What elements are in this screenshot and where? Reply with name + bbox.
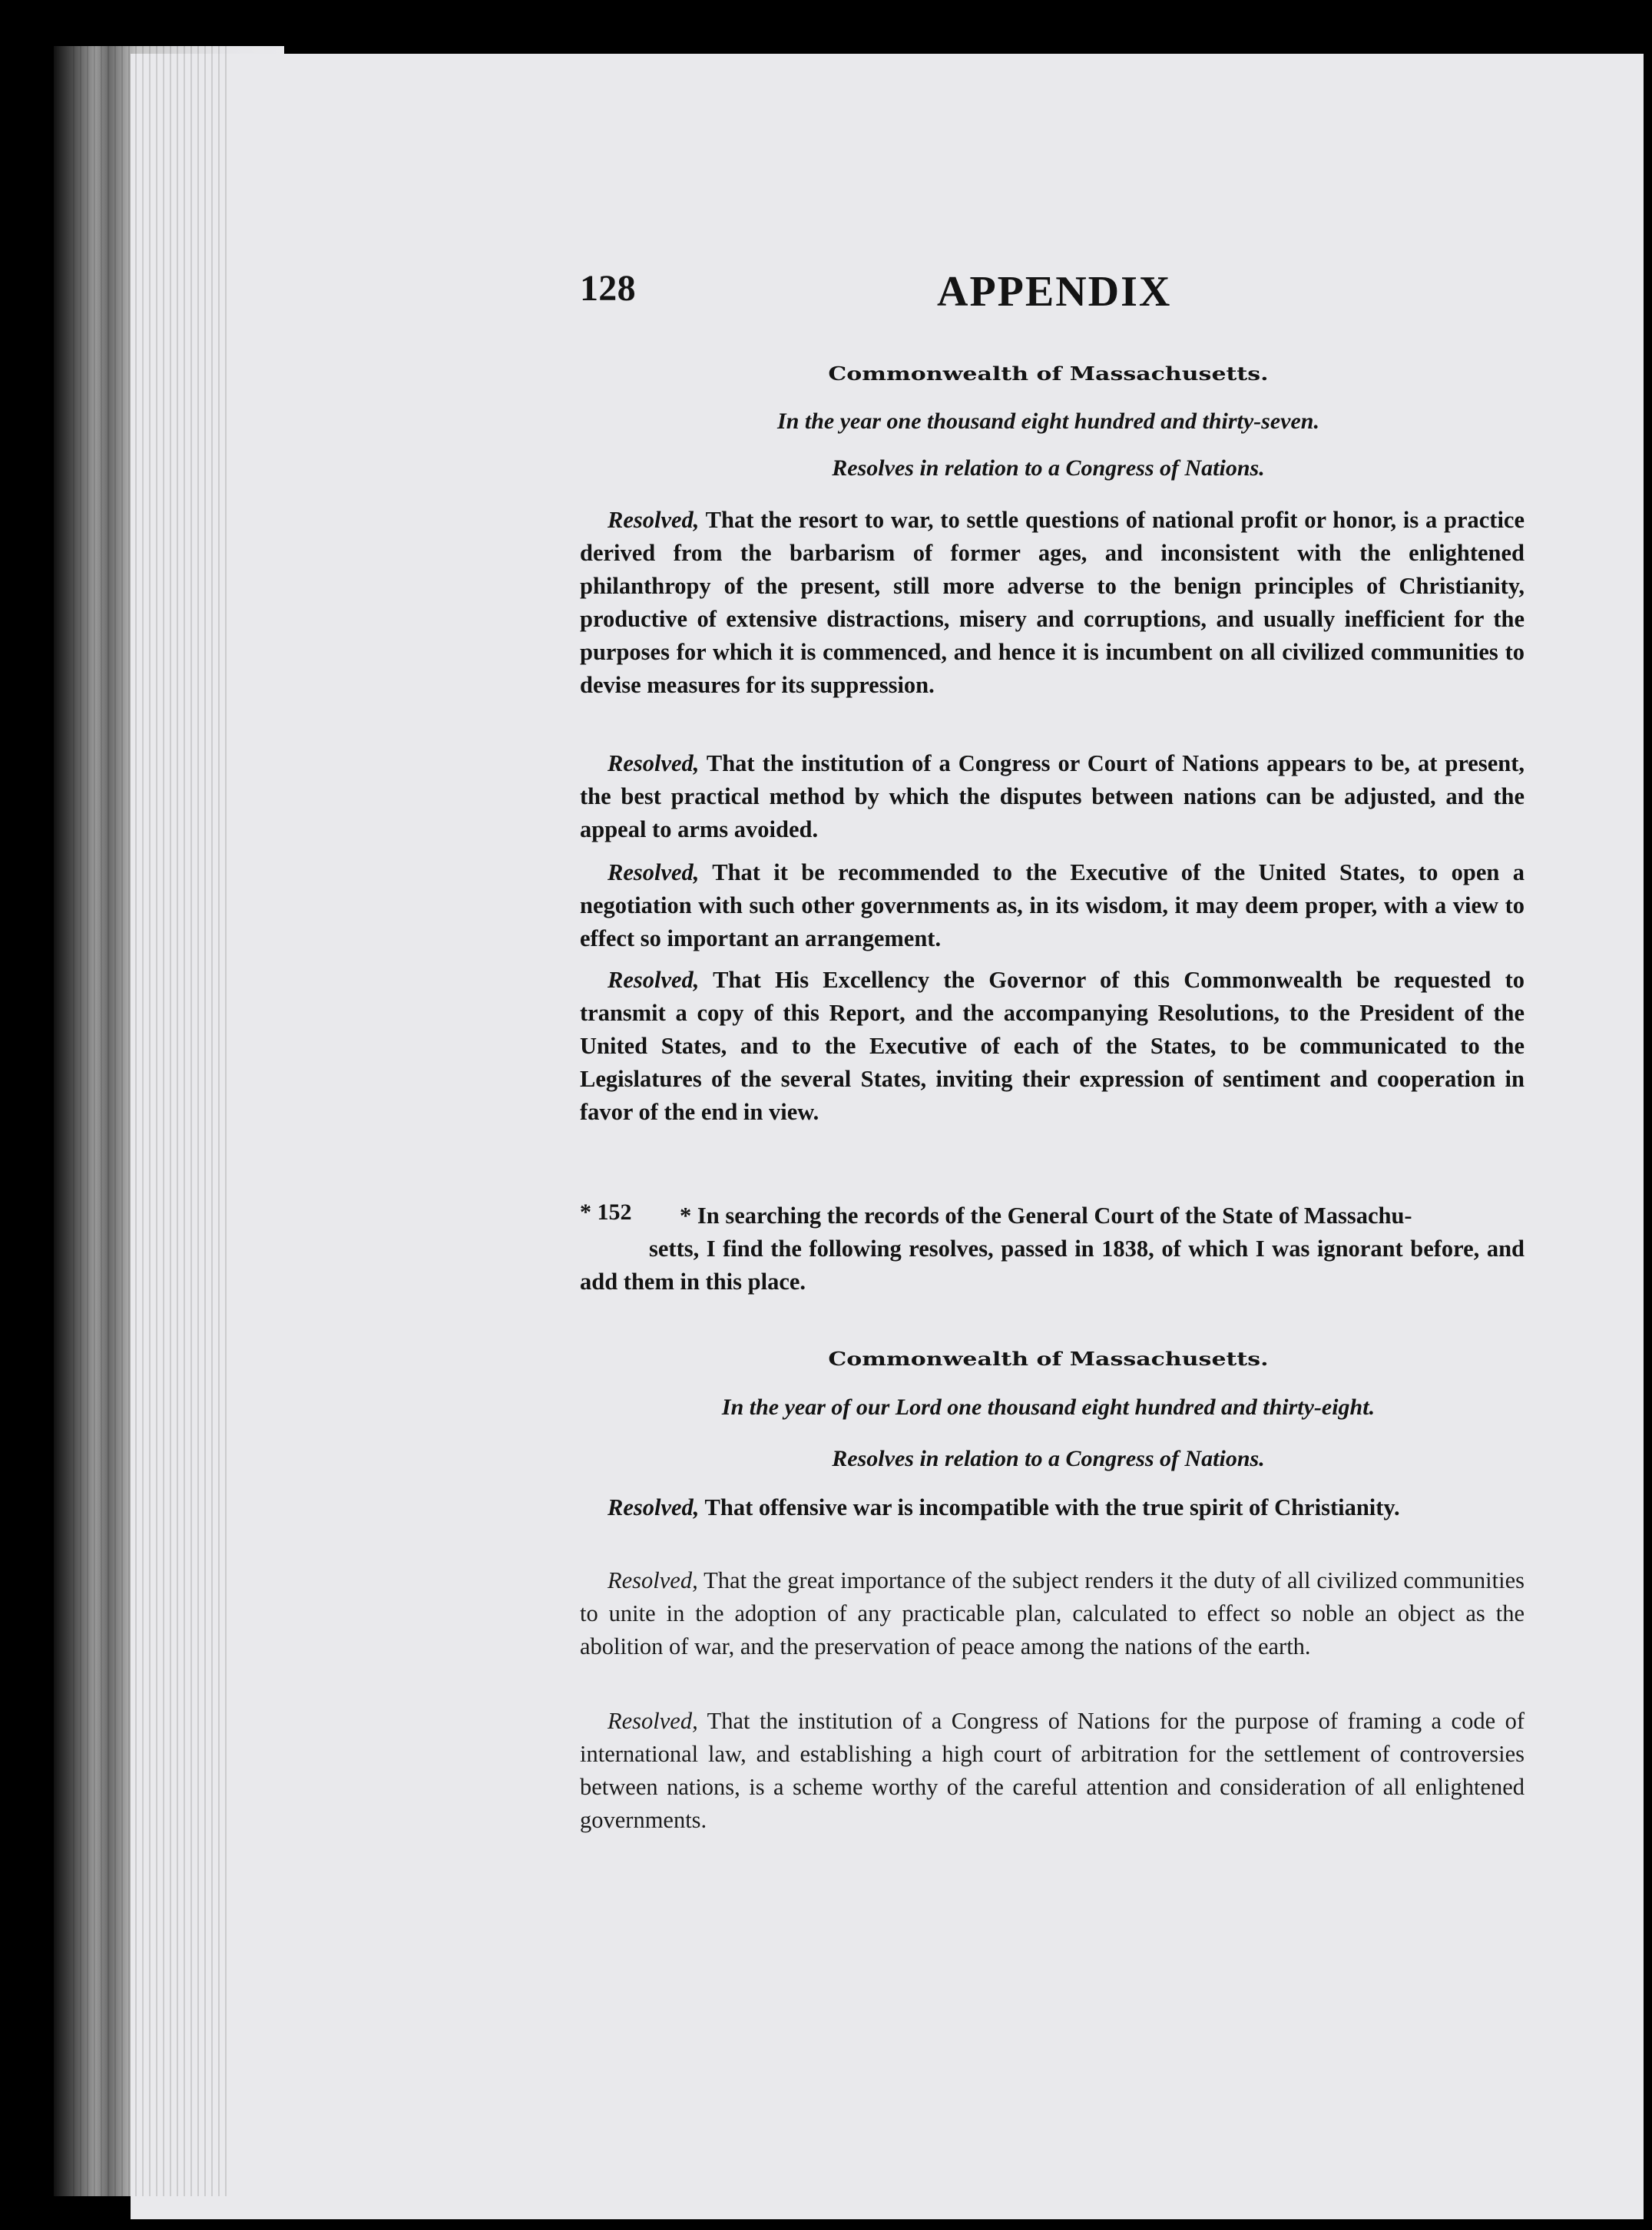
section1-resolve-2 [580, 747, 1525, 846]
resolve-text: That the resort to war, to settle questions of national profit or honor, is a practice derived from the barbarism of former ages, and inconsistent with the enlightened philanthropy of the present, still more adverse to the benign principles of Christianity, productive of extensive distractions, misery and corruptions, and usually inefficient for the purposes for which it is commenced, and hence it is incumbent on all civilized communities to devise measures for its suppression. [580, 507, 1525, 698]
footnote-first-line: * In searching the records of the General Court of the State of Massachu- [680, 1203, 1412, 1229]
section1-year-line: In the year one thousand eight hundred and thirty-seven. [777, 409, 1319, 434]
section2-heading: Commonwealth of Massachusetts. [828, 1348, 1269, 1371]
section1-resolve-3 [580, 856, 1525, 955]
section2-subject: Resolves in relation to a Congress of Nations. [832, 1446, 1265, 1471]
footnote [580, 1199, 1525, 1299]
resolve-lead: Resolved, [607, 1708, 698, 1734]
resolve-text: That the great importance of the subject renders it the duty of all civilized communities to unite in the adoption of any practicable plan, calculated to effect so noble an object as the abolition of war, and the preservation of peace among the nations of the earth. [580, 1567, 1525, 1659]
footnote-rest: setts, I find the following resolves, passed in 1838, of which I was ignorant before, and add them in this place. [580, 1236, 1525, 1295]
section2-resolve-1 [580, 1491, 1525, 1524]
section2-resolve-3 [580, 1705, 1525, 1837]
resolve-text: That offensive war is incompatible with the true spirit of Christianity. [699, 1494, 1400, 1520]
resolve-text: That the institution of a Congress of Nations for the purpose of framing a code of international law, and establishing a high court of arbitration for the settlement of controversies between nations, is a scheme worthy of the careful attention and consideration of all enlightened governments. [580, 1708, 1525, 1833]
corner-mark [1436, 11, 1455, 34]
section1-subject: Resolves in relation to a Congress of Nations. [832, 455, 1265, 481]
section2-year-line: In the year of our Lord one thousand eight hundred and thirty-eight. [721, 1395, 1376, 1420]
resolve-lead: Resolved, [607, 859, 700, 885]
resolve-lead: Resolved, [607, 507, 700, 533]
section1-resolve-4 [580, 964, 1525, 1129]
resolve-text: That it be recommended to the Executive of the United States, to open a negotiation with such other governments as, in its wisdom, it may deem proper, with a view to effect so important an arrangement. [580, 859, 1525, 951]
running-title: APPENDIX [937, 268, 1172, 316]
resolve-lead: Resolved, [607, 1494, 700, 1520]
resolve-lead: Resolved, [607, 1567, 698, 1593]
page-edge-lines [73, 46, 227, 2196]
resolve-lead: Resolved, [607, 967, 700, 993]
section1-resolve-1 [580, 504, 1525, 702]
resolve-lead: Resolved, [607, 750, 700, 776]
resolve-text: That His Excellency the Governor of this Commonwealth be requested to transmit a copy of this Report, and the accompanying Resolutions, to the President of the United States, and to the Executive of each of the States, to be communicated to the Legislatures of the several States, inviting their expression of sentiment and cooperation in favor of the end in view. [580, 967, 1525, 1125]
footnote-marker: * 152 [580, 1199, 632, 1225]
resolve-text: That the institution of a Congress or Court of Nations appears to be, at present, the best practical method by which the disputes between nations can be adjusted, and the appeal to arms avoided. [580, 750, 1525, 842]
page-number: 128 [580, 268, 636, 309]
section1-heading: Commonwealth of Massachusetts. [828, 363, 1269, 385]
section2-resolve-2 [580, 1564, 1525, 1663]
